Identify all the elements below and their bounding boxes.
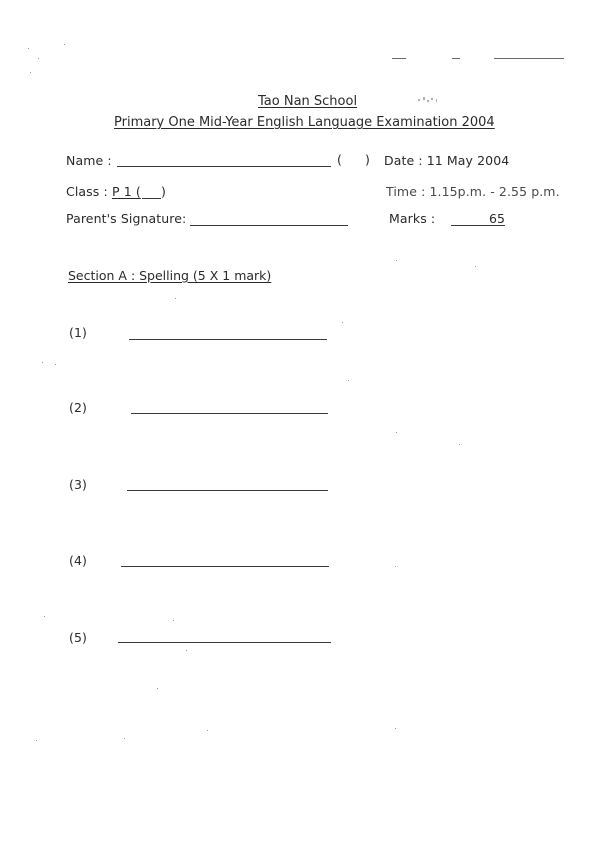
signature-label: Parent's Signature: <box>66 211 187 226</box>
item-number: (4) <box>69 553 88 568</box>
item-number: (2) <box>69 400 88 415</box>
scan-mark <box>494 58 564 59</box>
scan-speck <box>124 738 125 739</box>
class-number-field[interactable] <box>142 198 161 199</box>
name-label: Name : <box>66 153 112 168</box>
school-name: Tao Nan School <box>258 94 358 109</box>
signature-field[interactable] <box>190 225 348 226</box>
faint-stamp <box>416 92 440 104</box>
register-number-close: ) <box>365 152 370 167</box>
scan-speck <box>30 72 31 73</box>
answer-line-2[interactable] <box>131 413 328 414</box>
scan-speck <box>157 688 158 689</box>
scan-speck <box>348 380 349 381</box>
scan-speck <box>64 44 65 45</box>
answer-line-3[interactable] <box>127 490 328 491</box>
item-number: (1) <box>69 325 88 340</box>
scan-speck <box>396 432 397 433</box>
scan-speck <box>175 298 176 299</box>
scan-speck <box>207 730 208 731</box>
scan-speck <box>395 566 396 567</box>
scan-speck <box>396 260 397 261</box>
scan-speck <box>475 266 476 267</box>
exam-time: Time : 1.15p.m. - 2.55 p.m. <box>386 184 560 199</box>
scan-mark <box>452 58 460 59</box>
class-label: Class : <box>66 184 108 199</box>
exam-date: Date : 11 May 2004 <box>384 153 510 168</box>
class-close: ) <box>161 184 166 199</box>
register-number-open: ( <box>337 152 342 167</box>
scan-speck <box>173 620 174 621</box>
scan-speck <box>342 322 343 323</box>
exam-title: Primary One Mid-Year English Language Examination 2004 <box>114 115 495 130</box>
scan-speck <box>186 650 187 651</box>
scan-speck <box>44 616 45 617</box>
item-number: (3) <box>69 477 88 492</box>
scan-speck <box>55 364 56 365</box>
class-value: P 1 ( <box>112 184 141 199</box>
answer-line-4[interactable] <box>121 566 329 567</box>
scan-mark <box>392 58 406 59</box>
scan-speck <box>38 58 39 59</box>
marks-label: Marks : <box>389 211 436 226</box>
item-number: (5) <box>69 630 88 645</box>
scan-speck <box>395 728 396 729</box>
name-field[interactable] <box>117 166 331 167</box>
scan-speck <box>36 740 37 741</box>
scan-speck <box>42 362 43 363</box>
scan-speck <box>459 444 460 445</box>
scan-speck <box>28 48 29 49</box>
section-a-heading: Section A : Spelling (5 X 1 mark) <box>68 268 272 283</box>
answer-line-1[interactable] <box>129 339 327 340</box>
marks-total: 65 <box>489 211 506 226</box>
answer-line-5[interactable] <box>118 642 331 643</box>
